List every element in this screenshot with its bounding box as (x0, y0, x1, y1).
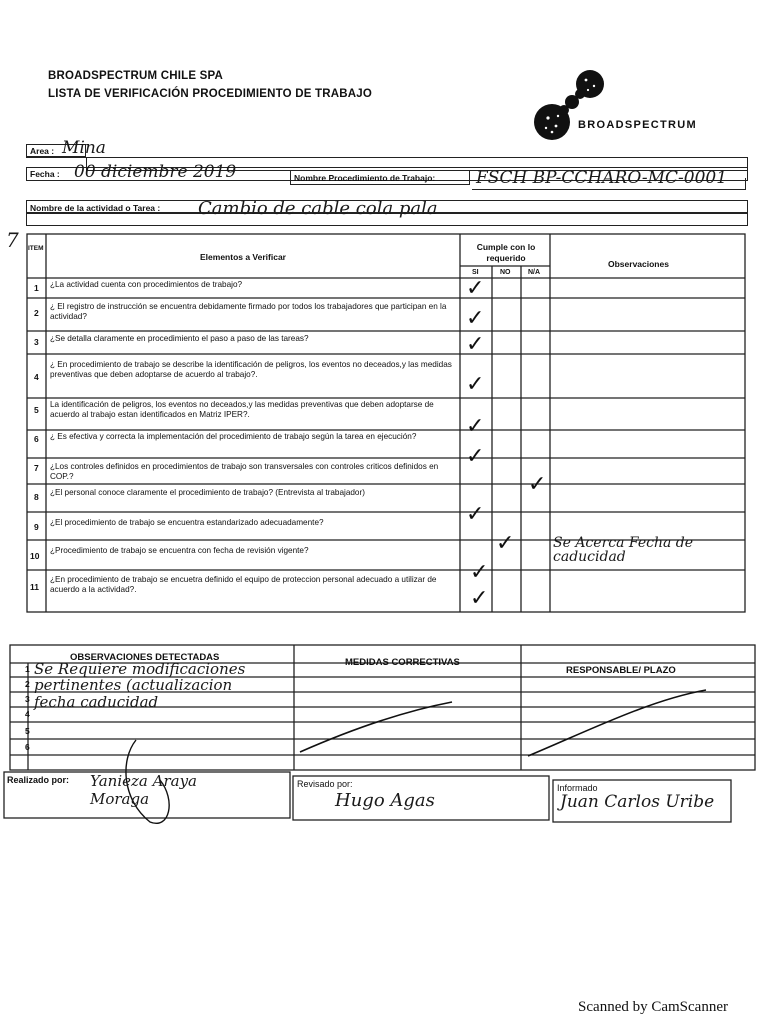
check-mark-icon: ✓ (528, 472, 547, 497)
checklist-item-text: ¿La actividad cuenta con procedimientos de trabajo? (50, 280, 243, 289)
observation-note: Se Acerca Fecha de caducidad (553, 535, 694, 565)
obs-row-number: 2 (25, 679, 30, 689)
informado-label: Informado (557, 783, 598, 793)
fecha-label: Fecha : (30, 169, 60, 179)
check-mark-icon: ✓ (466, 276, 485, 301)
check-mark-icon: ✓ (466, 306, 485, 331)
checklist-item-text: ¿El personal conoce claramente el procedimiento de trabajo? (Entrevista al trabajador) (50, 488, 365, 497)
checklist-item-text: ¿En procedimiento de trabajo se encuetra definido el equipo de proteccion personal adecuado a utilizar de acuerdo a la actividad?. (50, 575, 437, 594)
col-no-header: NO (500, 269, 511, 276)
row-number: 9 (34, 522, 39, 532)
nombre-proc-label: Nombre Procedimiento de Trabajo: (294, 173, 436, 183)
checklist-item-text: ¿ Es efectiva y correcta la implementación del procedimiento de trabajo según la tarea en ejecución? (50, 432, 417, 441)
camscanner-watermark: Scanned by CamScanner (578, 999, 728, 1015)
check-mark-icon: ✓ (470, 586, 489, 611)
row-number: 6 (34, 434, 39, 444)
checklist-item-text: ¿Procedimiento de trabajo se encuentra con fecha de revisión vigente? (50, 546, 309, 555)
realizado-label: Realizado por: (7, 775, 70, 785)
col-obs-detectadas-header: OBSERVACIONES DETECTADAS (70, 652, 220, 663)
fecha-value: 00 diciembre 2019 (74, 162, 237, 182)
obs-row-number: 5 (25, 726, 30, 736)
area-value: Mina (62, 138, 106, 158)
company-name: BROADSPECTRUM CHILE SPA (48, 70, 223, 82)
col-cumple-header: Cumple con lo requerido (476, 242, 536, 263)
form-title: LISTA DE VERIFICACIÓN PROCEDIMIENTO DE TRABAJO (48, 88, 372, 100)
row-number: 2 (34, 308, 39, 318)
col-responsable-header: RESPONSABLE/ PLAZO (566, 665, 676, 676)
obs-row-number: 6 (25, 742, 30, 752)
obs-row-number: 1 (25, 664, 30, 674)
row-number: 10 (30, 551, 40, 561)
row-number: 11 (30, 582, 39, 592)
col-elementos-header: Elementos a Verificar (200, 252, 286, 262)
nombre-proc-value: FSCH BP-CCHARO-MC-0001 (476, 168, 728, 188)
actividad-label: Nombre de la actividad o Tarea : (30, 203, 161, 213)
check-mark-icon: ✓ (466, 414, 485, 439)
check-mark-icon: ✓ (470, 560, 489, 585)
col-obs-header: Observaciones (608, 259, 669, 269)
col-item-header: ITEM (28, 245, 44, 252)
row-number: 1 (34, 283, 39, 293)
realizado-signature: Yanieza Araya Moraga (90, 772, 197, 808)
obs-handwritten-text: Se Requiere modificaciones (34, 660, 246, 678)
checklist-item-text: ¿Los controles definidos en procedimientos de trabajo son transversales con controles criticos definidos en COP.? (50, 462, 439, 481)
row-number: 3 (34, 337, 39, 347)
row-number: 4 (34, 372, 39, 382)
row-number: 5 (34, 405, 39, 415)
checklist-item-text: ¿ El registro de instrucción se encuentra debidamente firmado por todos los trabajadores que participan en la actividad? (50, 302, 447, 321)
check-mark-icon: ✓ (466, 444, 485, 469)
obs-row-number: 3 (25, 694, 30, 704)
check-mark-icon: ✓ (466, 332, 485, 357)
col-si-header: SI (472, 269, 479, 276)
checklist-item-text: ¿ En procedimiento de trabajo se describe la identificación de peligros, los eventos no deceados,y las medidas preventivas que deben adoptarse de acuerdo al trabajo?. (50, 360, 452, 379)
col-medidas-header: MEDIDAS CORRECTIVAS (345, 657, 460, 668)
marginal-mark: 7 (6, 228, 19, 252)
row-number: 7 (34, 463, 39, 473)
checklist-item-text: ¿Se detalla claramente en procedimiento el paso a paso de las tareas? (50, 334, 309, 343)
obs-handwritten-text: pertinentes (actualizacion (34, 676, 233, 694)
col-na-header: N/A (528, 269, 541, 276)
check-mark-icon: ✓ (466, 502, 485, 527)
revisado-signature: Hugo Agas (335, 790, 435, 811)
checklist-item-text: La identificación de peligros, los eventos no deceados,y las medidas preventivas que deben adoptarse de acuerdo al trabajo estan identificados en Matriz IPER?. (50, 400, 434, 419)
checklist-item-text: ¿El procedimiento de trabajo se encuentra estandarizado adecuadamente? (50, 518, 324, 527)
check-mark-icon: ✓ (466, 372, 485, 397)
area-label: Area : (30, 146, 55, 156)
revisado-label: Revisado por: (297, 779, 353, 789)
informado-signature: Juan Carlos Uribe (560, 792, 715, 812)
check-mark-icon: ✓ (496, 531, 515, 556)
obs-handwritten-text: fecha caducidad (34, 693, 159, 711)
row-number: 8 (34, 492, 39, 502)
actividad-value: Cambio de cable cola pala (198, 198, 438, 219)
logo-text: BROADSPECTRUM (578, 119, 697, 131)
obs-row-number: 4 (25, 709, 30, 719)
